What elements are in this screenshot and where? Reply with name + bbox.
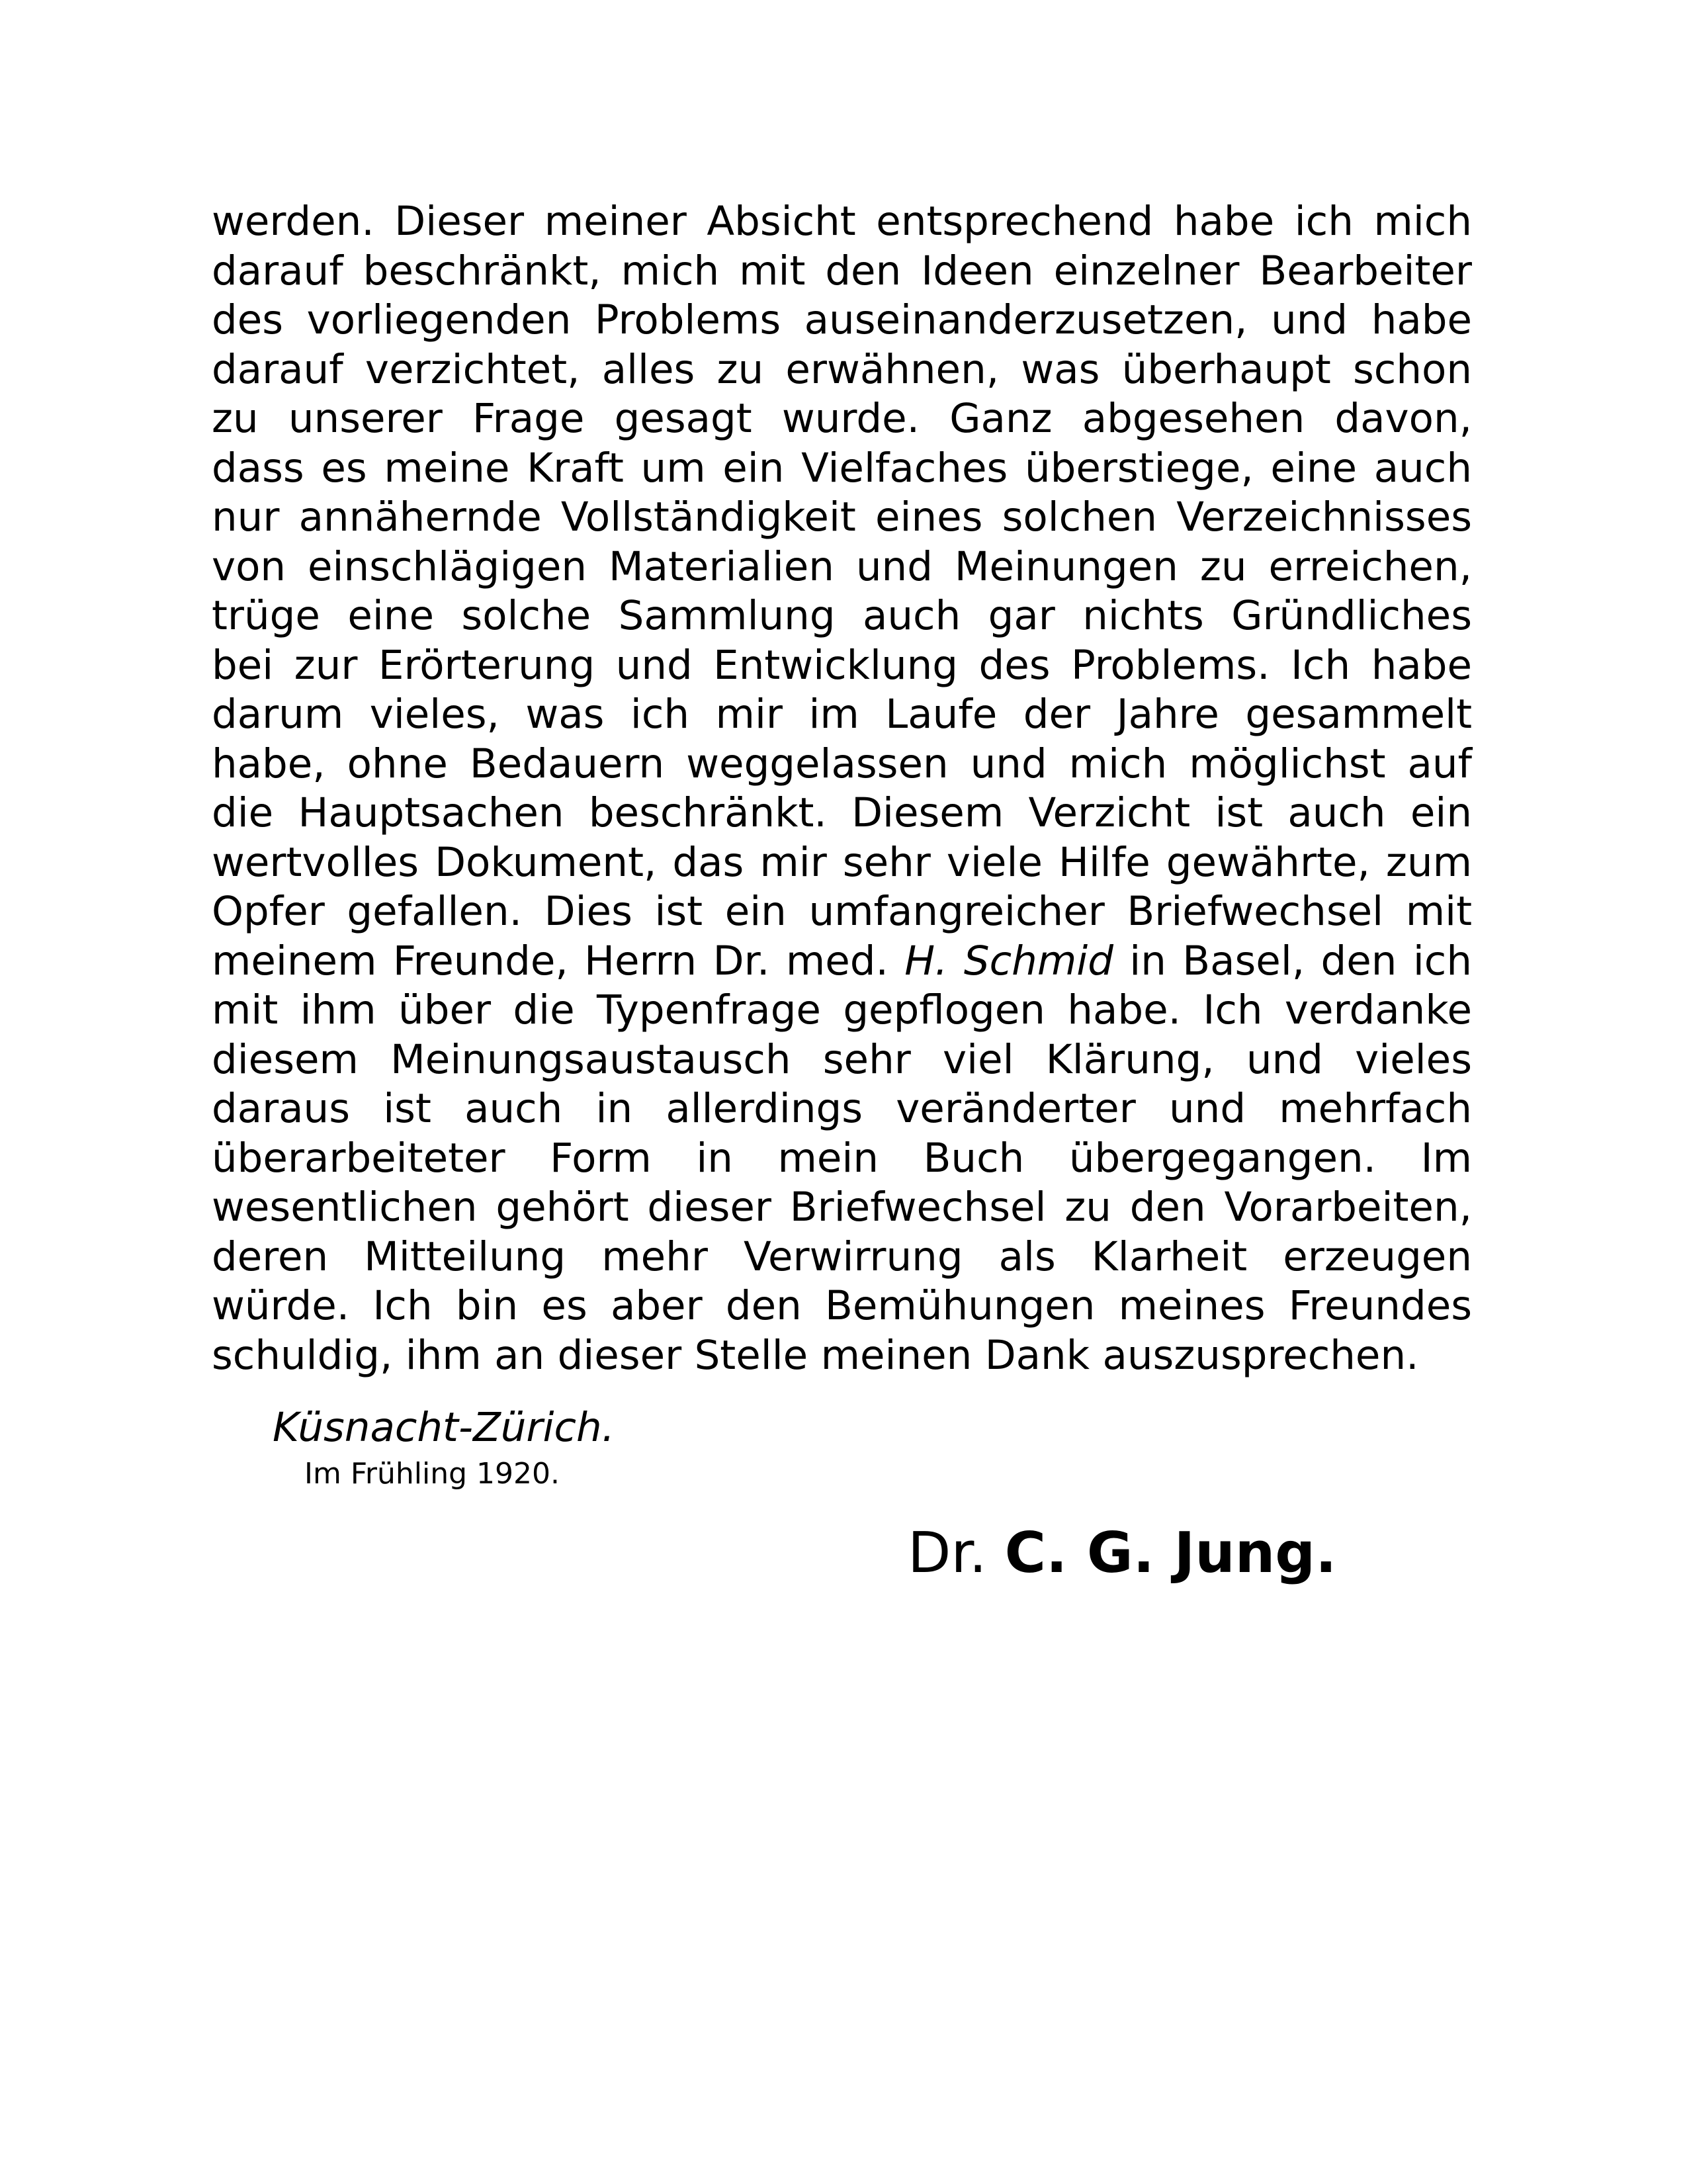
text-line: von einschlägigen Materialien und Meinungen zu erreichen, <box>212 543 1472 590</box>
italic-person-name: H. Schmid <box>904 937 1113 984</box>
text-line: überarbeiteter Form in mein Buch übergegangen. Im <box>212 1134 1472 1182</box>
text-fragment: meinem Freunde, Herrn Dr. med. <box>212 937 905 984</box>
place-line: Küsnacht-Zürich. <box>273 1404 615 1451</box>
text-line: dass es meine Kraft um ein Vielfaches überstiege, eine auch <box>212 444 1472 492</box>
text-line-last: schuldig, ihm an dieser Stelle meinen Dank auszusprechen. <box>212 1331 1419 1379</box>
signature-prefix: Dr. <box>908 1520 987 1586</box>
signature-name: C. G. Jung. <box>1004 1520 1337 1586</box>
text-line: daraus ist auch in allerdings veränderter und mehrfach <box>212 1085 1472 1132</box>
preface-body <box>212 197 1472 1380</box>
signature <box>908 1520 1336 1586</box>
text-line: des vorliegenden Problems auseinanderzusetzen, und habe <box>212 296 1472 343</box>
text-line: zu unserer Frage gesagt wurde. Ganz abgesehen davon, <box>212 395 1472 442</box>
text-line: darum vieles, was ich mir im Laufe der Jahre gesammelt <box>212 691 1472 738</box>
text-line: würde. Ich bin es aber den Bemühungen meines Freundes <box>212 1282 1472 1329</box>
text-line: wesentlichen gehört dieser Briefwechsel zu den Vorarbeiten, <box>212 1184 1472 1231</box>
text-line: Opfer gefallen. Dies ist ein umfangreicher Briefwechsel mit <box>212 888 1472 935</box>
text-line: habe, ohne Bedauern weggelassen und mich möglichst auf <box>212 740 1472 787</box>
text-line: darauf beschränkt, mich mit den Ideen einzelner Bearbeiter <box>212 247 1472 294</box>
text-line: diesem Meinungsaustausch sehr viel Klärung, und vieles <box>212 1035 1472 1083</box>
text-line-with-name <box>212 937 1472 986</box>
text-line: trüge eine solche Sammlung auch gar nichts Gründliches <box>212 592 1472 639</box>
text-line: wertvolles Dokument, das mir sehr viele Hilfe gewährte, zum <box>212 838 1472 886</box>
text-line: nur annähernde Vollständigkeit eines solchen Verzeichnisses <box>212 494 1472 541</box>
text-fragment: in Basel, den ich <box>1113 937 1472 984</box>
text-line: bei zur Erörterung und Entwicklung des Problems. Ich habe <box>212 641 1472 689</box>
text-line: die Hauptsachen beschränkt. Diesem Verzicht ist auch ein <box>212 789 1472 836</box>
text-line: mit ihm über die Typenfrage gepflogen habe. Ich verdanke <box>212 986 1472 1033</box>
text-line: darauf verzichtet, alles zu erwähnen, was überhaupt schon <box>212 345 1472 393</box>
date-line: Im Frühling 1920. <box>304 1457 560 1491</box>
text-line: werden. Dieser meiner Absicht entsprechend habe ich mich <box>212 198 1472 245</box>
text-line: deren Mitteilung mehr Verwirrung als Klarheit erzeugen <box>212 1233 1472 1280</box>
